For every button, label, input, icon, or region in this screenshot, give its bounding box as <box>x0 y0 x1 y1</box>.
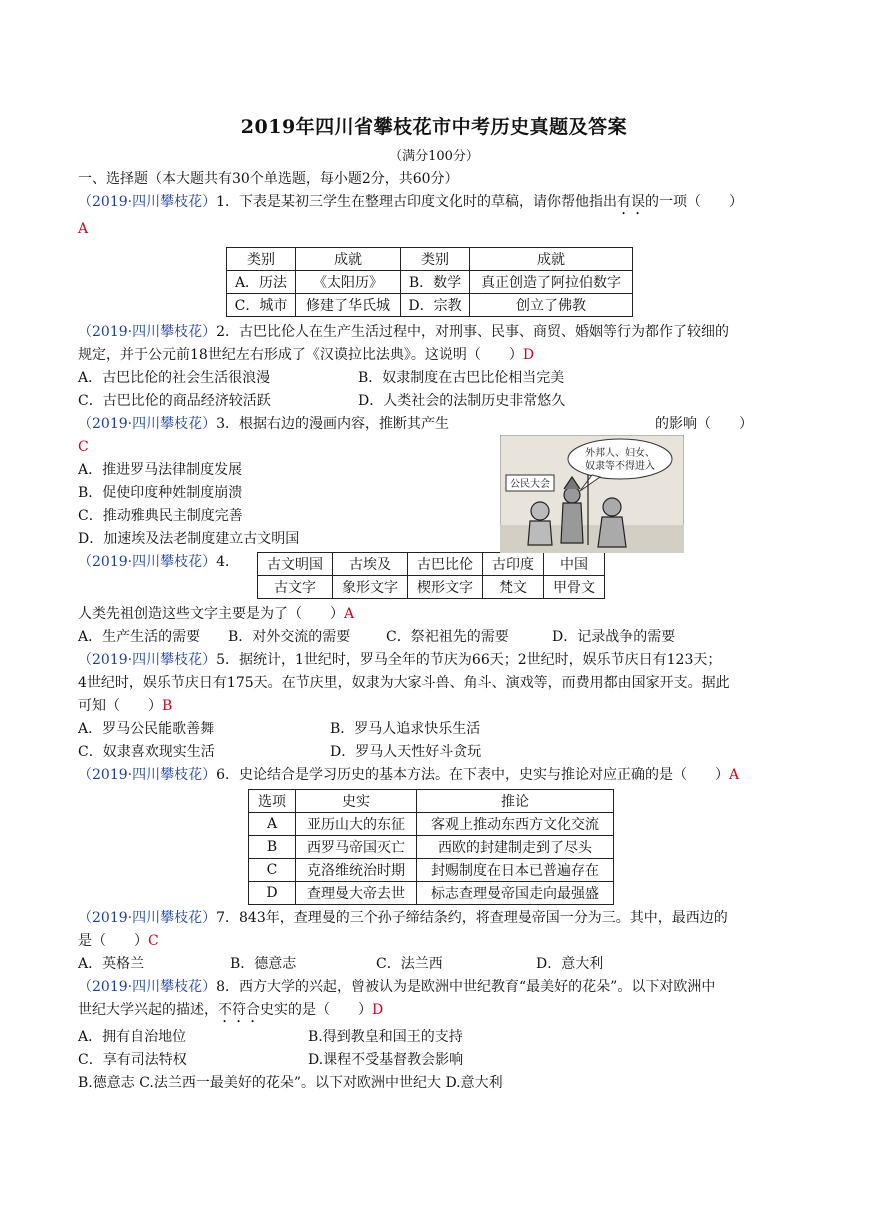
source-tag: （2019·四川攀枝花） <box>78 767 217 783</box>
q4-options <box>78 626 790 649</box>
table-row <box>227 294 633 317</box>
table-cell: 古埃及 <box>333 553 408 576</box>
q5-answer: B <box>162 698 173 714</box>
table-row <box>249 859 614 882</box>
source-tag: （2019·四川攀枝花） <box>78 324 217 340</box>
table-cell: 客观上推动东西方文化交流 <box>417 813 614 836</box>
table-cell: 类别 <box>227 248 296 271</box>
option: C．祭祀祖先的需要 <box>386 629 509 645</box>
table-cell: 类别 <box>401 248 470 271</box>
question-6 <box>78 764 790 787</box>
option: A．罗马公民能歌善舞 <box>78 721 215 737</box>
table-cell: 古文明国 <box>258 553 333 576</box>
q7-stem-2-line <box>78 930 790 953</box>
table-cell: 成就 <box>470 248 633 271</box>
q1-table <box>226 247 633 317</box>
q8-answer: D <box>372 1002 384 1018</box>
table-cell: 标志查理曼帝国走向最强盛 <box>417 882 614 905</box>
question-8 <box>78 976 790 999</box>
q4-answer: A <box>344 606 355 622</box>
q2-options <box>78 390 790 413</box>
table-cell: A <box>249 813 296 836</box>
q3-answer: C <box>78 439 89 455</box>
table-cell: 中国 <box>544 553 605 576</box>
table-cell: 克洛维统治时期 <box>296 859 417 882</box>
option: B.得到教皇和国王的支持 <box>308 1029 463 1045</box>
option: B．罗马人追求快乐生活 <box>330 721 481 737</box>
q5-options <box>78 741 790 764</box>
q5-stem-1: 5．据统计，1世纪时，罗马全年的节庆为66天；2世纪时，娱乐节庆日有123天； <box>216 652 722 668</box>
q8-emphasis: 不符合 <box>218 1002 260 1018</box>
table-cell: 查理曼大帝去世 <box>296 882 417 905</box>
table-cell: 梵文 <box>483 576 544 599</box>
q8-options <box>78 1049 790 1072</box>
q6-answer: A <box>729 767 740 783</box>
table-cell: C．城市 <box>227 294 296 317</box>
q7-answer: C <box>148 933 159 949</box>
option: C．法兰西 <box>376 956 443 972</box>
cartoon-figure-left <box>528 502 552 545</box>
q3-stem-b: 的影响（ ） <box>655 416 753 432</box>
q5-options <box>78 718 790 741</box>
table-row <box>249 836 614 859</box>
table-cell: 象形文字 <box>333 576 408 599</box>
option: B．对外交流的需要 <box>228 629 351 645</box>
source-tag: （2019·四川攀枝花） <box>78 652 217 668</box>
option: D．罗马人天性好斗贪玩 <box>330 744 482 760</box>
table-row <box>258 576 605 599</box>
q8-stem-2b: 史实的是（ ） <box>260 1002 372 1018</box>
table-row <box>227 271 633 294</box>
table-cell: 甲骨文 <box>544 576 605 599</box>
q6-stem: 6．史论结合是学习历史的基本方法。在下表中，史实与推论对应正确的是（ ） <box>216 767 729 783</box>
q4-stem-line <box>78 603 790 626</box>
option: C．享有司法特权 <box>78 1052 187 1068</box>
q3-stem-a: 3．根据右边的漫画内容，推断其产生 <box>216 416 449 432</box>
q4-stem: 人类先祖创造这些文字主要是为了（ ） <box>78 606 344 622</box>
q2-stem-2: 规定，并于公元前18世纪左右形成了《汉谟拉比法典》。这说明（ ） <box>78 347 523 363</box>
table-cell: 成就 <box>296 248 401 271</box>
q1-answer: A <box>78 221 89 237</box>
q1-stem-b: 的一项（ ） <box>645 194 743 210</box>
table-cell: 推论 <box>417 790 614 813</box>
table-cell: 封赐制度在日本已普遍存在 <box>417 859 614 882</box>
table-cell: 亚历山大的东征 <box>296 813 417 836</box>
q7-options <box>78 953 790 976</box>
q4-table <box>257 552 605 599</box>
table-header-row <box>249 790 614 813</box>
source-tag: （2019·四川攀枝花） <box>78 554 217 570</box>
option: D．意大利 <box>536 956 604 972</box>
score-note: （满分100分） <box>389 149 479 164</box>
table-cell: D．宗教 <box>401 294 470 317</box>
option: C．推动雅典民主制度完善 <box>78 508 243 524</box>
q3-stem-line <box>78 413 790 436</box>
option: D．加速埃及法老制度建立古文明国 <box>78 531 300 547</box>
table-cell: D <box>249 882 296 905</box>
q8-stem-2-line <box>78 999 790 1026</box>
cartoon-bubble-line-1: 外邦人、妇女、 <box>585 448 655 459</box>
table-cell: C <box>249 859 296 882</box>
table-cell: 古印度 <box>483 553 544 576</box>
option: A．古巴比伦的社会生活很浪漫 <box>78 370 271 386</box>
q2-stem-1: 2．古巴比伦人在生产生活过程中，对刑事、民事、商贸、婚姻等行为都作了较细的 <box>216 324 729 340</box>
option: B．促使印度种姓制度崩溃 <box>78 485 243 501</box>
question-1 <box>78 191 790 218</box>
option: D．记录战争的需要 <box>552 629 676 645</box>
q2-options <box>78 367 790 390</box>
table-cell: B．数学 <box>401 271 470 294</box>
section-heading: 一、选择题（本大题共有30个单选题，每小题2分，共60分） <box>78 171 459 187</box>
trailing-text: B.德意志 C.法兰西一最美好的花朵”。以下对欧洲中世纪大 D.意大利 <box>78 1075 503 1091</box>
q7-stem-2: 是（ ） <box>78 933 148 949</box>
table-row <box>249 813 614 836</box>
source-tag: （2019·四川攀枝花） <box>78 416 217 432</box>
table-cell: 西罗马帝国灭亡 <box>296 836 417 859</box>
table-cell: 真正创造了阿拉伯数字 <box>470 271 633 294</box>
table-cell: 古文字 <box>258 576 333 599</box>
option: A．生产生活的需要 <box>78 629 201 645</box>
option: B．德意志 <box>230 956 297 972</box>
cartoon-sign-label: 公民大会 <box>510 479 550 490</box>
option: D．人类社会的法制历史非常悠久 <box>358 393 566 409</box>
table-cell: B <box>249 836 296 859</box>
question-7 <box>78 907 790 930</box>
table-cell: 古巴比伦 <box>408 553 483 576</box>
table-header-row <box>227 248 633 271</box>
page-title: 2019年四川省攀枝花市中考历史真题及答案 <box>240 116 628 138</box>
document-page <box>78 112 790 1095</box>
q4-number: 4． <box>216 554 240 570</box>
option: A．拥有自治地位 <box>78 1029 187 1045</box>
q6-table <box>248 789 614 905</box>
question-5 <box>78 649 790 672</box>
option: C．奴隶喜欢现实生活 <box>78 744 215 760</box>
q5-stem-3-line <box>78 695 790 718</box>
q5-stem-3: 可知（ ） <box>78 698 162 714</box>
table-cell: 创立了佛教 <box>470 294 633 317</box>
q8-stem-1: 8．西方大学的兴起，曾被认为是欧洲中世纪教育“最美好的花朵”。以下对欧洲中 <box>216 979 716 995</box>
question-2-cont <box>78 344 790 367</box>
table-cell: 史实 <box>296 790 417 813</box>
table-row <box>249 882 614 905</box>
option: C．古巴比伦的商品经济较活跃 <box>78 393 271 409</box>
question-2 <box>78 321 790 344</box>
q7-stem-1: 7．843年，查理曼的三个孙子缔结条约，将查理曼帝国一分为三。其中，最西边的 <box>216 910 728 926</box>
table-cell: 修建了华氏城 <box>296 294 401 317</box>
table-cell: 选项 <box>249 790 296 813</box>
source-tag: （2019·四川攀枝花） <box>78 194 217 210</box>
option: B．奴隶制度在古巴比伦相当完美 <box>358 370 565 386</box>
table-cell: 楔形文字 <box>408 576 483 599</box>
table-cell: A．历法 <box>227 271 296 294</box>
source-tag: （2019·四川攀枝花） <box>78 910 217 926</box>
cartoon-bubble-line-2: 奴隶等不得进入 <box>585 461 655 472</box>
q5-stem-2: 4世纪时，娱乐节庆日有175天。在节庆里，奴隶为大家斗兽、角斗、演戏等，而费用都由国家开支。据此 <box>78 675 730 691</box>
table-cell: 西欧的封建制走到了尽头 <box>417 836 614 859</box>
q2-answer: D <box>522 347 535 363</box>
q1-emphasis: 有误 <box>617 194 645 210</box>
q1-stem-a: 1．下表是某初三学生在整理古印度文化时的草稿，请你帮他指出 <box>216 194 617 210</box>
option: A．英格兰 <box>78 956 145 972</box>
table-row <box>258 553 605 576</box>
q8-options <box>78 1026 790 1049</box>
option: A．推进罗马法律制度发展 <box>78 462 243 478</box>
assembly-cartoon-image <box>500 435 684 553</box>
source-tag: （2019·四川攀枝花） <box>78 979 217 995</box>
option: D.课程不受基督教会影响 <box>308 1052 464 1068</box>
q8-stem-2a: 世纪大学兴起的描述， <box>78 1002 218 1018</box>
table-cell: 《太阳历》 <box>296 271 401 294</box>
question-3 <box>78 413 790 551</box>
